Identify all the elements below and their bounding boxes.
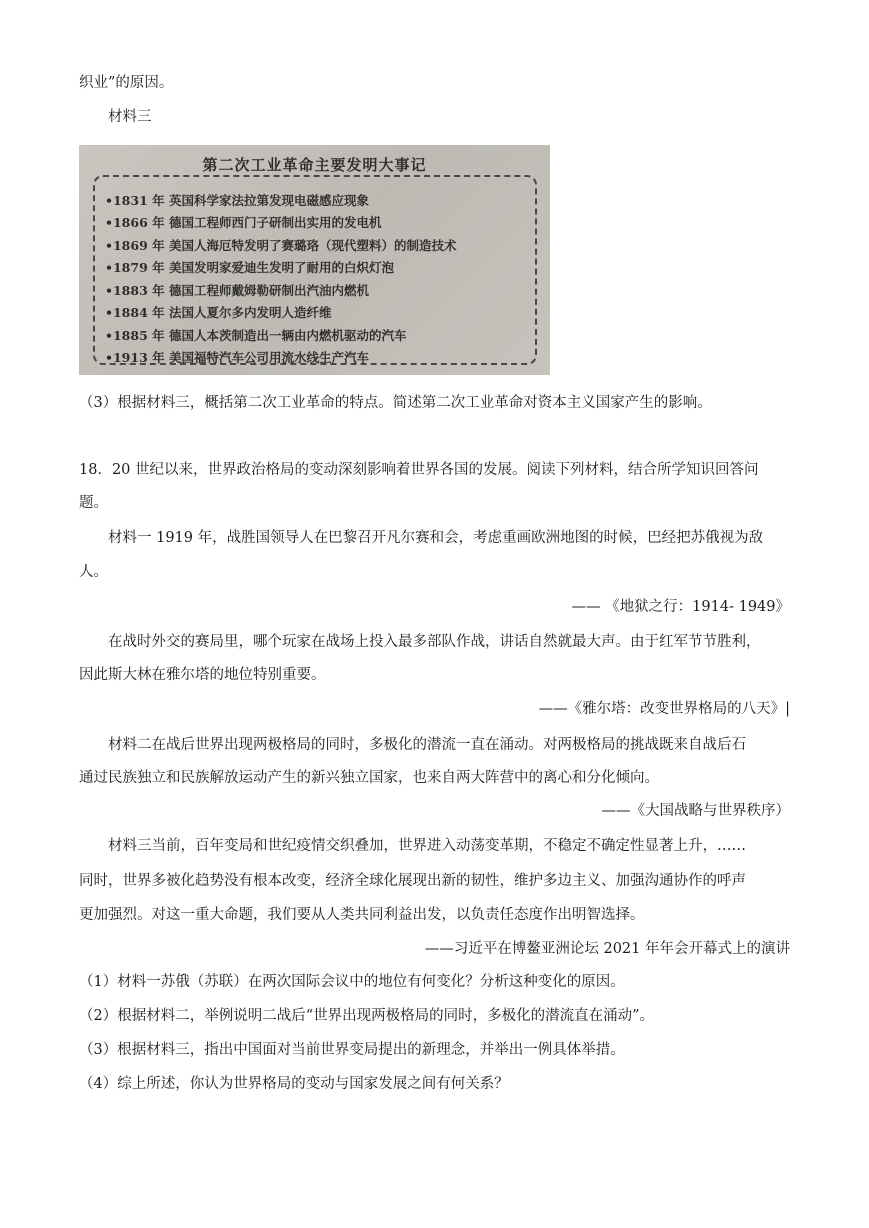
photo-item: •1869 年 美国人海厄特发明了赛璐珞（现代塑料）的制造技术 [105,238,457,253]
question-4: （4）综上所述，你认为世界格局的变动与国家发展之间有何关系？ [79,1076,509,1092]
photo-item: •1831 年 英国科学家法拉第发现电磁感应现象 [105,193,369,208]
photo-title: 第二次工业革命主要发明大事记 [202,156,427,174]
question-17-3: （3）根据材料三，概括第二次工业革命的特点。简述第二次工业革命对资本主义国家产生的影响。 [79,395,712,411]
material2-source: ——《大国战略与世界秩序） [601,803,790,819]
text-line: 织业”的原因。 [79,75,174,91]
photo-item: •1866 年 德国工程师西门子研制出实用的发电机 [105,215,382,230]
material1-source1: —— 《地狱之行：1914- 1949》 [571,599,790,615]
material1-para2-cont: 因此斯大林在雅尔塔的地位特别重要。 [79,667,326,683]
photo-item: •1885 年 德国人本茨制造出一辆由内燃机驱动的汽车 [105,328,407,343]
material3-para-cont: 更加强烈。对这一重大命题，我们要从人类共同利益出发，以负责任态度作出明智选择。 [79,907,645,923]
question-3: （3）根据材料三，指出中国面对当前世界变局提出的新理念，并举出一例具体举措。 [79,1042,625,1058]
material1-para1: 材料一 1919 年，战胜国领导人在巴黎召开凡尔赛和会，考虑重画欧洲地图的时候，巴经把苏俄视为敌 [108,530,764,546]
material-label: 材料三 [108,109,152,125]
material1-para1-cont: 人。 [79,564,108,580]
inventions-photo [79,145,550,375]
photo-item: •1913 年 美国福特汽车公司用流水线生产汽车 [105,350,369,365]
material1-para2: 在战时外交的赛局里，哪个玩家在战场上投入最多部队作战，讲话自然就最大声。由于红军节节胜利， [108,634,761,650]
material3-para-cont: 同时，世界多被化趋势没有根本改变，经济全球化展现出新的韧性，维护多边主义、加强沟通协作的呼声 [79,873,746,889]
photo-item: •1883 年 德国工程师戴姆勒研制出汽油内燃机 [105,283,369,298]
material2-para: 材料二在战后世界出现两极格局的同时，多极化的潜流一直在涌动。对两极格局的挑战既来自战后石 [108,737,746,753]
question-18-intro: 18．20 世纪以来，世界政治格局的变动深刻影响着世界各国的发展。阅读下列材料，结合所学知识回答问 [79,462,759,478]
question-1: （1）材料一苏俄（苏联）在两次国际会议中的地位有何变化？分析这种变化的原因。 [79,974,625,990]
photo-item: •1879 年 美国发明家爱迪生发明了耐用的白炽灯泡 [105,260,394,275]
material3-para: 材料三当前，百年变局和世纪疫情交织叠加，世界进入动荡变革期，不稳定不确定性显著上升，…… [108,838,746,854]
question-2: （2）根据材料二，举例说明二战后“世界出现两极格局的同时，多极化的潜流直在涌动”。 [79,1008,655,1024]
material3-source: ——习近平在博鳌亚洲论坛 2021 年年会开幕式上的演讲 [424,941,790,957]
photo-item: •1884 年 法国人夏尔多内发明人造纤维 [105,305,332,320]
material1-source2: ——《雅尔塔：改变世界格局的八天》| [538,701,790,717]
question-18-intro-cont: 题。 [79,495,108,511]
material2-para-cont: 通过民族独立和民族解放运动产生的新兴独立国家，也来自两大阵营中的离心和分化倾向。 [79,770,659,786]
